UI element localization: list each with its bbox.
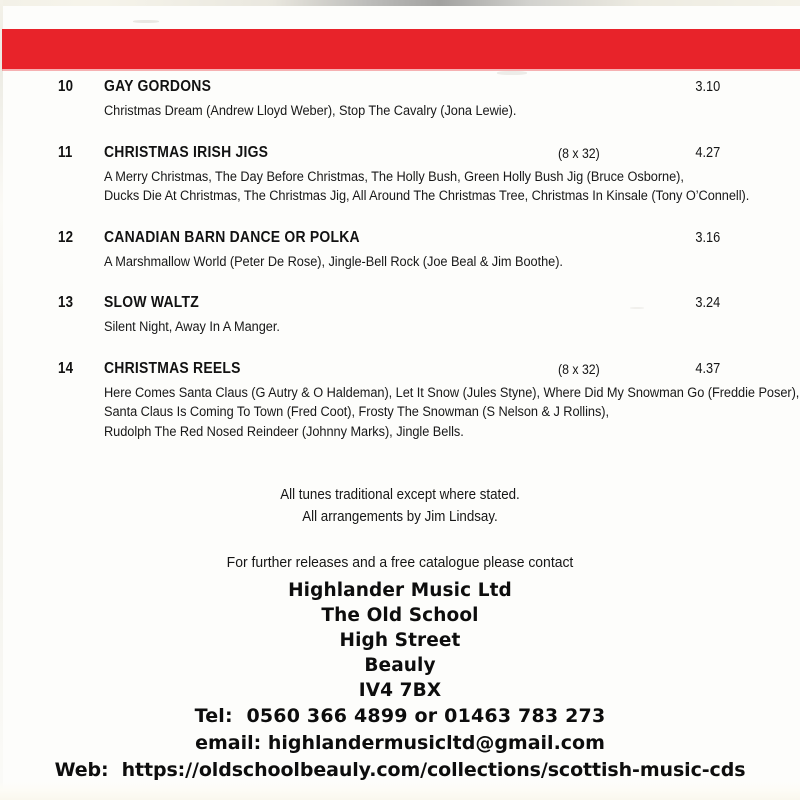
tune-line: Christmas Dream (Andrew Lloyd Weber), Stop The Cavalry (Jona Lewie).	[104, 103, 517, 119]
tune-line: Santa Claus Is Coming To Town (Fred Coot), Frosty The Snowman (S Nelson & J Rollins),	[104, 404, 609, 420]
tune-line: A Merry Christmas, The Day Before Christmas, The Holly Bush, Green Holly Bush Jig (Bruce Osborne),	[104, 168, 684, 185]
credits-note-line: All tunes traditional except where stated.	[280, 487, 520, 503]
contact-address-line: The Old School	[321, 605, 479, 626]
track-duration: 3.16	[695, 229, 720, 246]
track-tunes	[58, 168, 750, 207]
credits-note-line: All arrangements by Jim Lindsay.	[302, 509, 498, 525]
contact-address-postcode: IV4 7BX	[358, 680, 442, 701]
contact-telephone: Tel: 0560 366 4899 or 01463 783 273	[194, 705, 606, 727]
contact-company-name: Highlander Music Ltd	[288, 580, 512, 601]
track-duration: 3.24	[695, 295, 720, 311]
track-row	[0, 78, 800, 122]
track-bars: (8 x 32)	[558, 144, 600, 161]
credits-notes	[0, 484, 800, 528]
track-row	[0, 229, 800, 273]
track-header	[58, 78, 740, 98]
tune-line: Ducks Die At Christmas, The Christmas Jig, All Around The Christmas Tree, Christmas In Kinsale (Tony O’Connell).	[104, 188, 750, 204]
contact-address-line: High Street	[339, 630, 461, 651]
track-number: 14	[58, 359, 74, 377]
track-row	[0, 294, 800, 338]
tune-line: Silent Night, Away In A Manger.	[104, 319, 280, 335]
scan-top-edge-artifact	[0, 0, 800, 6]
red-banner-bar	[2, 29, 800, 69]
scan-bottom-edge-artifact	[0, 782, 800, 800]
scan-speck	[497, 71, 527, 75]
track-tunes	[58, 102, 740, 122]
scan-speck	[133, 20, 159, 23]
track-duration: 4.27	[695, 144, 720, 161]
track-header	[58, 229, 740, 249]
track-title: CHRISTMAS IRISH JIGS	[104, 143, 269, 161]
track-title: GAY GORDONS	[104, 78, 212, 95]
track-number: 11	[58, 143, 73, 161]
contact-intro: For further releases and a free catalogue please contact	[226, 554, 574, 571]
track-row	[0, 360, 800, 443]
track-bars: (8 x 32)	[558, 360, 600, 377]
track-listing	[0, 78, 800, 464]
contact-email[interactable]: email: highlandermusicltd@gmail.com	[195, 732, 605, 754]
track-header	[58, 294, 740, 314]
track-title: CHRISTMAS REELS	[104, 359, 241, 377]
track-tunes	[58, 384, 800, 443]
contact-block	[0, 552, 800, 784]
contact-website[interactable]: Web: https://oldschoolbeauly.com/collections/scottish-music-cds	[54, 759, 746, 781]
track-title: SLOW WALTZ	[104, 294, 199, 311]
contact-address-town: Beauly	[364, 655, 436, 676]
track-row	[0, 144, 800, 207]
track-duration: 3.10	[695, 79, 720, 95]
track-tunes	[58, 318, 740, 338]
track-header	[58, 360, 740, 380]
track-number: 13	[58, 294, 74, 311]
track-duration: 4.37	[695, 360, 720, 377]
track-tunes	[58, 253, 740, 273]
tune-line: Rudolph The Red Nosed Reindeer (Johnny Marks), Jingle Bells.	[104, 423, 464, 440]
tune-line: Here Comes Santa Claus (G Autry & O Haldeman), Let It Snow (Jules Styne), Where Did My Snowman Go (Freddie Poser),	[104, 384, 800, 401]
track-header	[58, 144, 740, 164]
track-number: 12	[58, 228, 74, 246]
track-number: 10	[58, 78, 74, 95]
tune-line: A Marshmallow World (Peter De Rose), Jingle-Bell Rock (Joe Beal & Jim Boothe).	[104, 253, 563, 270]
track-title: CANADIAN BARN DANCE OR POLKA	[104, 228, 360, 246]
